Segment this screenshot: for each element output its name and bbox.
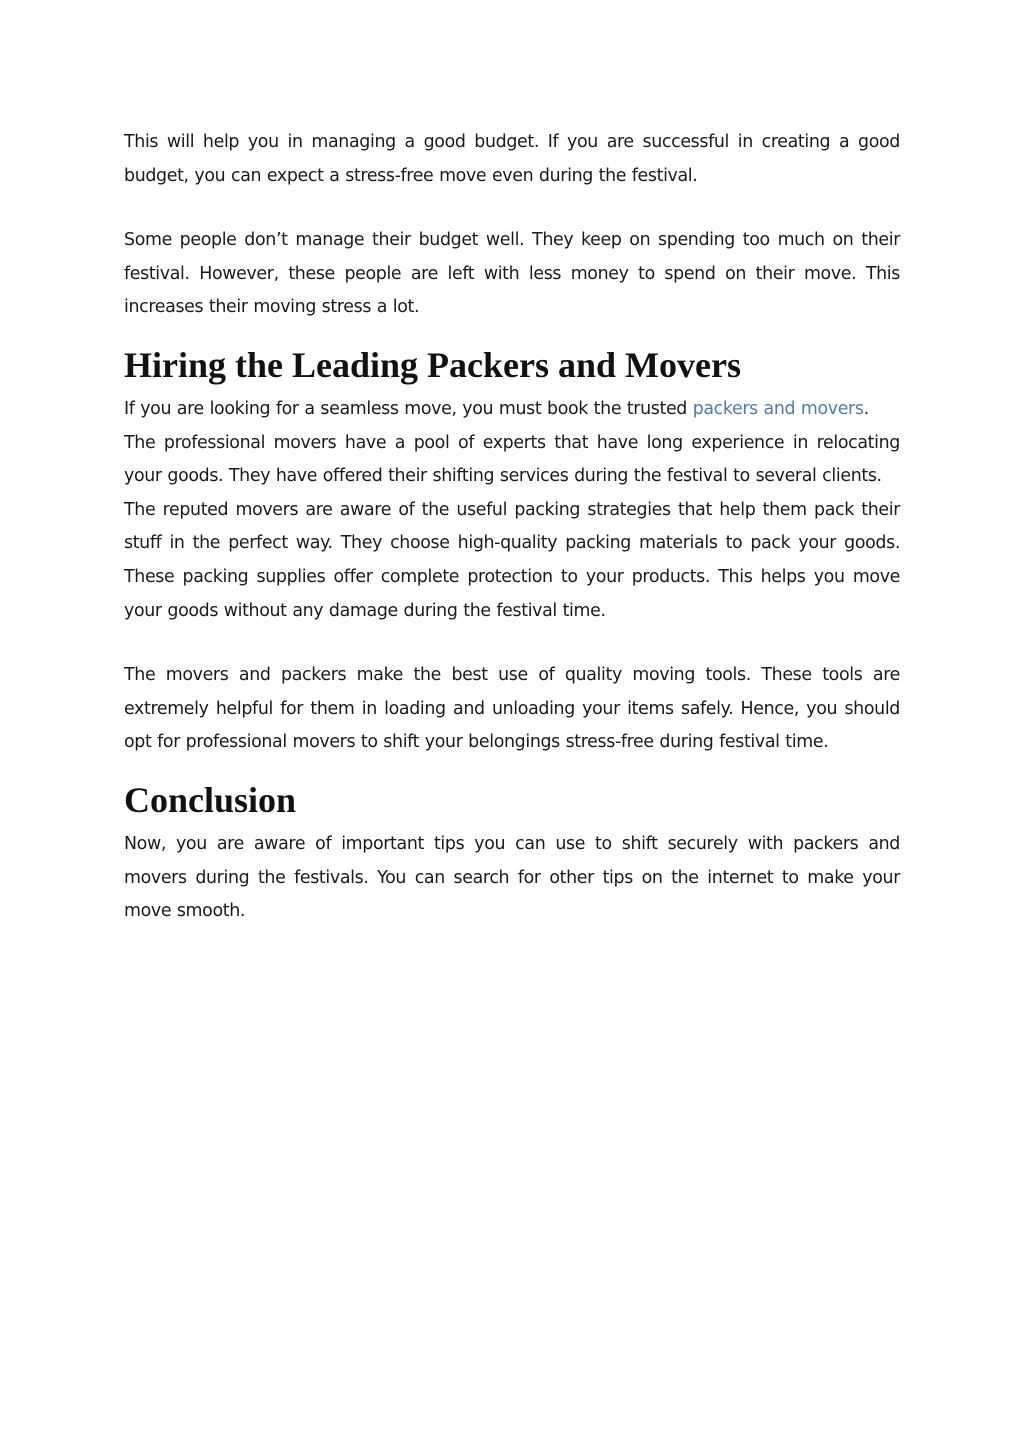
budget-paragraph: This will help you in managing a good budget. If you are successful in creating a good budget, you can expect a stress-free move even during the festival.	[124, 132, 900, 186]
document-page	[124, 126, 900, 929]
hiring-heading: Hiring the Leading Packers and Movers	[124, 344, 741, 385]
conclusion-heading: Conclusion	[124, 779, 297, 820]
conclusion-paragraph: Now, you are aware of important tips you can use to shift securely with packers and movers during the festivals. You can search for other tips on the internet to make your move smooth.	[124, 833, 900, 922]
moving-tools-paragraph: The movers and packers make the best use of quality moving tools. These tools are extremely helpful for them in loading and unloading your items safely. Hence, you should opt for professional movers to shift your belongings stress-free during festival time.	[124, 665, 900, 753]
hiring-paragraph	[124, 393, 900, 628]
budget-stress-paragraph: Some people don’t manage their budget well. They keep on spending too much on their festival. However, these people are left with less money to spend on their move. This increases their moving stress a lot.	[124, 230, 900, 318]
packers-and-movers-link[interactable]: packers and movers	[692, 398, 864, 419]
hiring-paragraph-body: . The professional movers have a pool of experts that have long experience in relocating your goods. They have offered their shifting services during the festival to several clients. The reputed movers are aware of the useful packing strategies that help them pack their stuff in the perfect way. They choose high-quality packing materials to pack your goods. These packing supplies offer complete protection to your products. This helps you move your goods without any damage during the festival time.	[124, 398, 900, 621]
hiring-paragraph-intro: If you are looking for a seamless move, you must book the trusted	[124, 398, 693, 419]
